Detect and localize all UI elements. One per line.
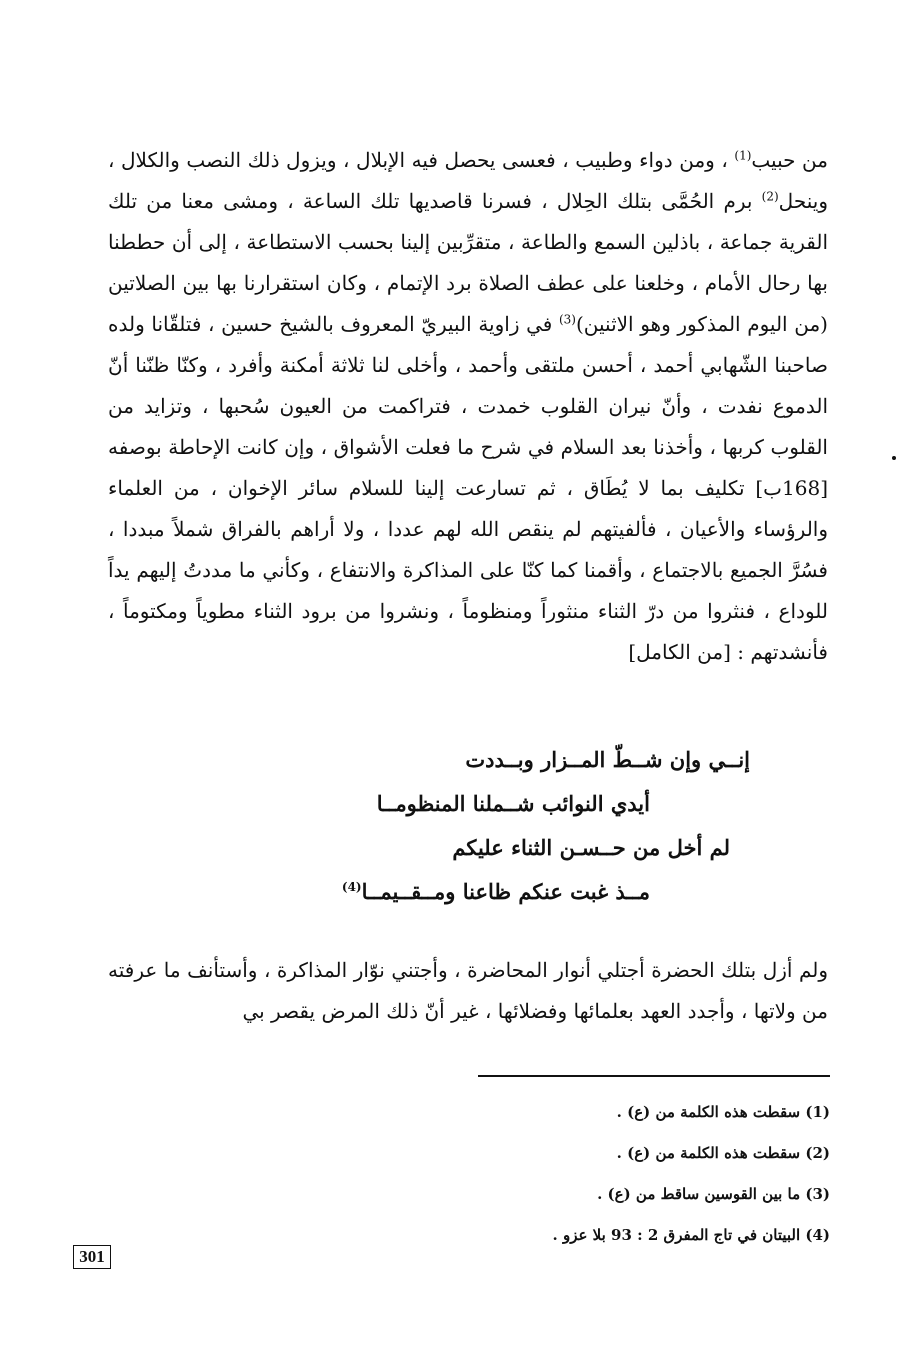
paragraph-1-part-2: ، ومن دواء وطبيب ، فعسى يحصل فيه الإبلال ، ويزول ذلك النصب والكلال ، وينحل (108, 148, 828, 213)
footnote-4: (4) البيتان في تاج المفرق 2 : 93 بلا عزو . (552, 1226, 830, 1244)
paragraph-1 (108, 140, 828, 673)
footnote-ref-2: (2) (761, 189, 779, 204)
poem-verse-4 (230, 870, 750, 914)
footnote-ref-3: (3) (558, 312, 576, 327)
poem-verse-4-text: مــذ غبت عنكم ظاعنا ومــقــيمــا (361, 879, 650, 904)
footnote-1: (1) سقطت هذه الكلمة من (ع) . (616, 1103, 830, 1121)
paragraph-1-part-4: في زاوية البيريّ المعروف بالشيخ حسين ، فتلقّانا ولده صاحبنا الشّهابي أحمد ، أحسن ملتقى وأحمد ، وأخلى لنا ثلاثة أمكنة وأفرد ، وكنّا ظنّنا أنّ الدموع نفدت ، وأنّ نيران القلوب خمدت ، فتراكمت من العيون سُحبها ، وتزايد من القلوب كربها ، وأخذنا بعد السلام في شرح ما فعلت الأشواق ، وإن كانت الإحاطة بوصفه [168ب] تكليف بما لا يُطَاق ، ثم تسارعت إلينا للسلام سائر الإخوان ، من العلماء والرؤساء والأعيان ، فألفيتهم لم ينقص الله لهم عددا ، ولا أراهم بالفراق شملاً مبددا ، فسُرَّ الجميع بالاجتماع ، وأقمنا كما كنّا على المذاكرة والانتفاع ، وكأني ما مددتُ إليهم يداً للوداع ، فنثروا من درّ الثناء منثوراً ومنظوماً ، ونشروا من برود الثناء مطوياً ومكتوماً ، فأنشدتهم : [من الكامل] (108, 312, 828, 664)
main-paragraph (108, 140, 828, 673)
paragraph-1-part-3: برم الحُمَّى بتلك الحِلال ، فسرنا قاصديها تلك الساعة ، ومشى معنا من تلك القرية جماعة ، باذلين السمع والطاعة ، متقرِّبين إلينا بحسب الاستطاعة ، إلى أن حططنا بها رحال الأمام ، وخلعنا على عطف الصلاة برد الإتمام ، وكان استقرارنا بها بين الصلاتين (من اليوم المذكور وهو الاثنين) (108, 189, 828, 336)
footnotes (400, 1092, 830, 1256)
footnote-ref-4: (4) (341, 880, 362, 894)
footnote-ref-1: (1) (734, 148, 752, 163)
poem (230, 738, 750, 914)
page-number: 301 (73, 1245, 111, 1269)
closing-paragraph (108, 950, 828, 1032)
footnote-divider (478, 1075, 830, 1077)
poem-verse-3: لم أخل من حــسـن الثناء عليكم (452, 835, 730, 860)
poem-verse-2: أيدي النوائب شــملنا المنظومــا (376, 791, 650, 816)
footnote-2: (2) سقطت هذه الكلمة من (ع) . (616, 1144, 830, 1162)
paragraph-2: ولم أزل بتلك الحضرة أجتلي أنوار المحاضرة ، وأجتني نوّار المذاكرة ، وأستأنف ما عرفته من ولاتها ، وأجدد العهد بعلمائها وفضلائها ، غير أنّ ذلك المرض يقصر بي (108, 958, 828, 1023)
paragraph-1-part-1: من حبيب (751, 148, 828, 172)
margin-dot (892, 456, 896, 460)
footnote-3: (3) ما بين القوسين ساقط من (ع) . (597, 1185, 830, 1203)
poem-verse-1: إنــي وإن شــطّ المــزار وبــددت (465, 747, 750, 772)
